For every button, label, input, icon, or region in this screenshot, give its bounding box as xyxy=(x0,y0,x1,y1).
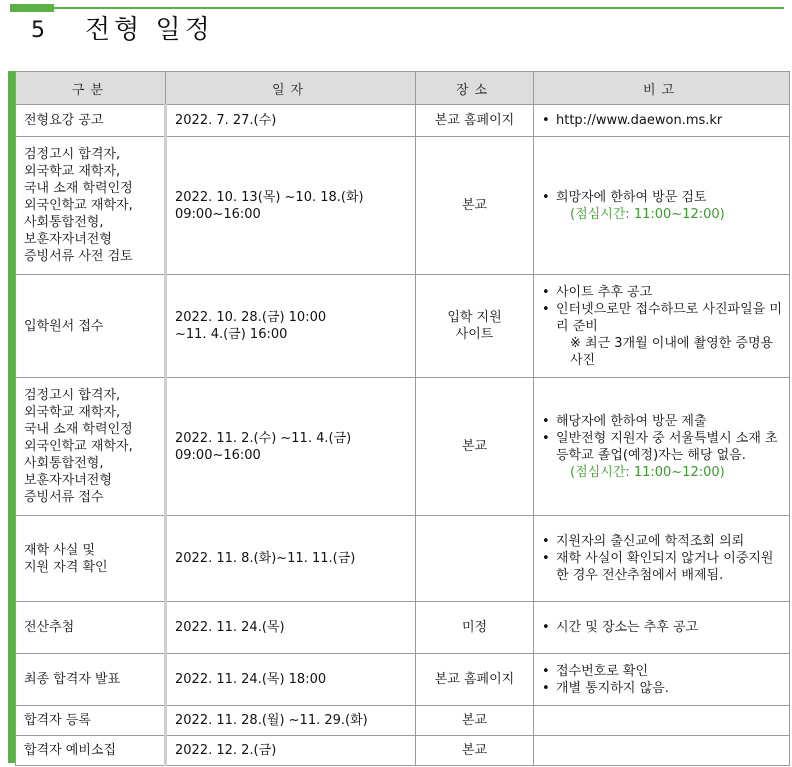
row-category xyxy=(16,602,166,654)
note-item xyxy=(542,284,783,301)
note-text: 시간 및 장소는 추후 공고 xyxy=(556,620,699,635)
category-line: 외국학교 재학자, xyxy=(24,405,121,420)
bullet-icon: • xyxy=(542,534,550,549)
place-line: 본교 xyxy=(461,439,488,454)
date-line: 09:00~16:00 xyxy=(175,447,261,463)
notes-list xyxy=(542,533,783,584)
date-line: 2022. 12. 2.(금) xyxy=(175,743,277,758)
date-line: 2022. 11. 28.(월) ~11. 29.(화) xyxy=(175,713,368,728)
note-item xyxy=(542,550,783,584)
category-line: 검정고시 합격자, xyxy=(24,147,121,162)
note-item xyxy=(542,619,783,636)
category-line: 외국인학교 재학자, xyxy=(24,198,133,213)
note-item xyxy=(542,301,783,369)
row-notes xyxy=(534,736,790,766)
lunch-time-note: (점심시간: 11:00~12:00) xyxy=(570,464,725,480)
table-side-bar xyxy=(8,71,15,763)
note-text: 지원자의 출신교에 학적조회 의뢰 xyxy=(556,534,745,549)
place-line: 사이트 xyxy=(455,327,494,342)
note-text: 사이트 추후 공고 xyxy=(556,284,653,300)
bullet-icon: • xyxy=(542,620,550,635)
note-text: 희망자에 한하여 방문 검토 xyxy=(556,189,707,205)
note-item xyxy=(542,430,783,481)
bullet-icon: • xyxy=(542,413,550,429)
note-item xyxy=(542,663,783,680)
note-item xyxy=(542,680,783,697)
table-row xyxy=(16,137,790,275)
note-item xyxy=(542,189,783,223)
table-row xyxy=(16,602,790,654)
row-notes xyxy=(534,654,790,706)
notes-list xyxy=(542,284,783,369)
section-number: 5 xyxy=(31,18,45,43)
category-line: 국내 소재 학력인정 xyxy=(24,422,133,437)
lunch-time-note: (점심시간: 11:00~12:00) xyxy=(570,206,725,222)
category-line: 검정고시 합격자, xyxy=(24,388,121,403)
date-line: 2022. 10. 28.(금) 10:00 xyxy=(175,310,327,325)
date-line: 2022. 11. 24.(목) 18:00 xyxy=(175,672,327,687)
category-line: 전형요강 공고 xyxy=(24,113,104,128)
row-date xyxy=(166,706,416,736)
date-line: ~11. 4.(금) 16:00 xyxy=(175,327,288,342)
table-row xyxy=(16,736,790,766)
row-place xyxy=(416,654,534,706)
bullet-icon: • xyxy=(542,284,550,300)
note-item xyxy=(542,112,783,129)
notes-list xyxy=(542,112,783,129)
row-category xyxy=(16,378,166,516)
date-line: 2022. 11. 8.(화)~11. 11.(금) xyxy=(175,551,356,566)
row-category xyxy=(16,654,166,706)
row-date xyxy=(166,516,416,602)
row-date xyxy=(166,378,416,516)
row-category xyxy=(16,275,166,378)
row-notes xyxy=(534,516,790,602)
header-place: 장소 xyxy=(416,72,534,105)
row-place xyxy=(416,137,534,275)
category-line: 증빙서류 접수 xyxy=(24,490,104,505)
note-text: 재학 사실이 확인되지 않거나 이중지원한 경우 전산추첨에서 배제됨. xyxy=(556,551,774,583)
place-line: 본교 xyxy=(461,198,488,213)
place-line: 본교 홈페이지 xyxy=(434,113,515,128)
schedule-table xyxy=(15,71,790,766)
table-row xyxy=(16,706,790,736)
notes-list xyxy=(542,619,783,636)
table-row xyxy=(16,275,790,378)
date-line: 09:00~16:00 xyxy=(175,206,261,222)
bullet-icon: • xyxy=(542,551,550,566)
place-line: 본교 xyxy=(461,743,488,758)
category-line: 사회통합전형, xyxy=(24,456,104,471)
category-line: 증빙서류 사전 검토 xyxy=(24,249,133,264)
header-category: 구분 xyxy=(16,72,166,105)
notes-list xyxy=(542,189,783,223)
category-line: 최종 합격자 발표 xyxy=(24,672,121,687)
note-item xyxy=(542,413,783,430)
row-category xyxy=(16,736,166,766)
category-line: 외국인학교 재학자, xyxy=(24,439,133,454)
category-line: 합격자 예비소집 xyxy=(24,743,117,758)
header-date: 일자 xyxy=(166,72,416,105)
place-line: 미정 xyxy=(461,620,488,635)
note-text: 해당자에 한하여 방문 제출 xyxy=(556,413,707,429)
bullet-icon: • xyxy=(542,680,550,696)
category-line: 지원 자격 확인 xyxy=(24,559,108,575)
row-category xyxy=(16,516,166,602)
row-notes xyxy=(534,105,790,137)
row-place xyxy=(416,516,534,602)
note-text: 인터넷으로만 접수하므로 사진파일을 미리 준비 xyxy=(556,301,782,334)
bullet-icon: • xyxy=(542,663,550,679)
row-date xyxy=(166,602,416,654)
place-line: 본교 홈페이지 xyxy=(434,672,515,687)
note-remark: ※ 최근 3개월 이내에 촬영한 증명용 사진 xyxy=(570,335,774,368)
row-category xyxy=(16,105,166,137)
row-date xyxy=(166,654,416,706)
row-notes xyxy=(534,378,790,516)
bullet-icon: • xyxy=(542,189,550,205)
section-title: 전형 일정 xyxy=(85,15,214,45)
row-notes xyxy=(534,602,790,654)
row-notes xyxy=(534,275,790,378)
category-line: 재학 사실 및 xyxy=(24,542,96,558)
table-header-row xyxy=(16,72,790,105)
date-line: 2022. 11. 24.(목) xyxy=(175,620,285,635)
row-notes xyxy=(534,137,790,275)
note-item xyxy=(542,533,783,550)
bullet-icon: • xyxy=(542,113,550,128)
row-place xyxy=(416,602,534,654)
bullet-icon: • xyxy=(542,430,550,446)
category-line: 입학원서 접수 xyxy=(24,318,104,334)
row-category xyxy=(16,706,166,736)
category-line: 사회통합전형, xyxy=(24,215,104,230)
row-place xyxy=(416,706,534,736)
note-text: 접수번호로 확인 xyxy=(556,663,649,679)
row-category xyxy=(16,137,166,275)
note-text: 일반전형 지원자 중 서울특별시 소재 초등학교 졸업(예정)자는 해당 없음. xyxy=(556,430,778,463)
row-place xyxy=(416,378,534,516)
row-date xyxy=(166,105,416,137)
table-row xyxy=(16,516,790,602)
row-place xyxy=(416,736,534,766)
category-line: 보훈자자녀전형 xyxy=(24,473,112,488)
note-text: 개별 통지하지 않음. xyxy=(556,680,669,696)
row-date xyxy=(166,137,416,275)
row-place xyxy=(416,275,534,378)
date-line: 2022. 7. 27.(수) xyxy=(175,113,277,128)
category-line: 국내 소재 학력인정 xyxy=(24,181,133,196)
notes-list xyxy=(542,413,783,481)
row-place xyxy=(416,105,534,137)
place-line: 본교 xyxy=(461,713,488,728)
notes-list xyxy=(542,663,783,697)
row-date xyxy=(166,275,416,378)
row-date xyxy=(166,736,416,766)
bullet-icon: • xyxy=(542,301,550,317)
note-text: http://www.daewon.ms.kr xyxy=(556,113,723,128)
category-line: 합격자 등록 xyxy=(24,713,91,728)
category-line: 보훈자자녀전형 xyxy=(24,232,112,247)
header-notes: 비고 xyxy=(534,72,790,105)
date-line: 2022. 11. 2.(수) ~11. 4.(금) xyxy=(175,430,352,446)
date-line: 2022. 10. 13(목) ~10. 18.(화) xyxy=(175,189,364,205)
row-notes xyxy=(534,706,790,736)
category-line: 외국학교 재학자, xyxy=(24,164,121,179)
table-row xyxy=(16,654,790,706)
table-row xyxy=(16,378,790,516)
table-row xyxy=(16,105,790,137)
category-line: 전산추첨 xyxy=(24,620,75,635)
place-line: 입학 지원 xyxy=(447,310,502,325)
section-top-rule xyxy=(10,7,784,9)
